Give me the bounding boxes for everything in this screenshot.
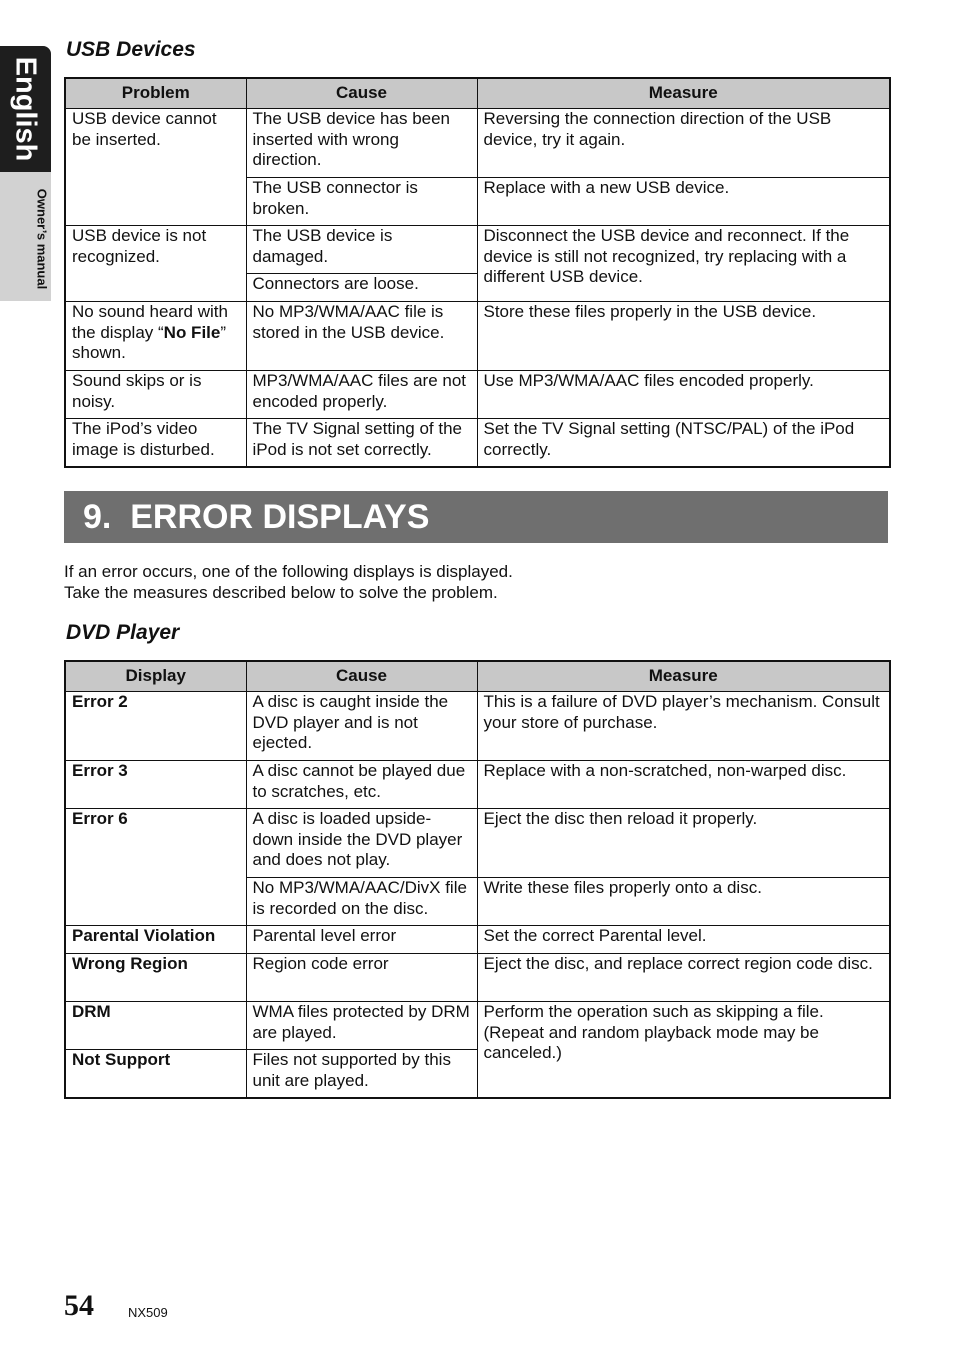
measure-cell: This is a failure of DVD player’s mechanism. Consult your store of purchase. [477,692,890,761]
no-file-label: No File [163,322,221,342]
problem-cell: Sound skips or is noisy. [65,371,246,419]
measure-cell: Reversing the connection direction of the USB device, try it again. [477,109,890,178]
dvd-header-row [65,661,890,692]
display-code: Wrong Region [72,954,188,973]
display-code: DRM [72,1002,111,1021]
cause-cell: Parental level error [246,926,477,954]
measure-cell: Use MP3/WMA/AAC files encoded properly. [477,371,890,419]
section-banner [64,491,888,543]
display-cell [65,692,246,761]
table-row [65,761,890,809]
side-tab-manual-label: Owner’s manual [34,188,50,290]
table-row [65,809,890,878]
measure-cell: Disconnect the USB device and reconnect. If the device is still not recognized, try replacing with a different USB device. [477,226,890,302]
dvd-header-cause: Cause [246,661,477,692]
table-row [65,1002,890,1050]
section-title: 9. ERROR DISPLAYS [83,498,430,536]
table-row [65,226,890,274]
display-cell [65,1050,246,1098]
measure-cell: Eject the disc, and replace correct region code disc. [477,954,890,1002]
intro-line-1: If an error occurs, one of the following displays is displayed. [64,562,513,581]
dvd-header-display: Display [65,661,246,692]
problem-text: ” shown. [72,322,227,362]
measure-cell: Replace with a non-scratched, non-warped disc. [477,761,890,809]
usb-header-cause: Cause [246,78,477,109]
usb-header-row [65,78,890,109]
table-row [65,926,890,954]
problem-cell [65,302,246,371]
table-row [65,692,890,761]
page-number: 54 [64,1289,94,1322]
usb-header-measure: Measure [477,78,890,109]
measure-cell: Write these files properly onto a disc. [477,878,890,926]
cause-cell: The USB device has been inserted with wrong direction. [246,109,477,178]
cause-cell: The USB connector is broken. [246,178,477,226]
display-cell [65,954,246,1002]
display-cell [65,809,246,926]
table-row [65,302,890,371]
table-row [65,371,890,419]
cause-cell: A disc is caught inside the DVD player and is not ejected. [246,692,477,761]
problem-cell: The iPod’s video image is disturbed. [65,419,246,467]
cause-cell: Connectors are loose. [246,274,477,302]
display-code: Error 6 [72,809,128,828]
model-number: NX509 [128,1305,168,1320]
problem-cell: USB device cannot be inserted. [65,109,246,226]
usb-header-problem: Problem [65,78,246,109]
cause-cell: MP3/WMA/AAC files are not encoded properly. [246,371,477,419]
table-row [65,954,890,1002]
cause-cell: A disc is loaded upside-down inside the DVD player and does not play. [246,809,477,878]
problem-cell: USB device is not recognized. [65,226,246,302]
display-code: Error 2 [72,692,128,711]
display-code: Error 3 [72,761,128,780]
cause-cell: No MP3/WMA/AAC file is stored in the USB device. [246,302,477,371]
display-cell [65,926,246,954]
cause-cell: The USB device is damaged. [246,226,477,274]
side-tab-language: English [9,56,42,162]
dvd-heading: DVD Player [66,621,180,644]
intro-line-2: Take the measures described below to solve the problem. [64,583,498,602]
dvd-header-measure: Measure [477,661,890,692]
section-intro [64,561,513,603]
table-row [65,419,890,467]
display-cell [65,1002,246,1050]
cause-cell: The TV Signal setting of the iPod is not set correctly. [246,419,477,467]
usb-table [64,77,891,468]
display-code: Not Support [72,1050,171,1069]
display-code: Parental Violation [72,926,216,945]
measure-cell: Store these files properly in the USB device. [477,302,890,371]
usb-heading: USB Devices [66,38,196,61]
side-tab [0,46,51,301]
dvd-table [64,660,891,1099]
measure-cell: Replace with a new USB device. [477,178,890,226]
cause-cell: A disc cannot be played due to scratches, etc. [246,761,477,809]
display-cell [65,761,246,809]
side-tab-language-block [0,46,51,172]
problem-text: No sound heard with the display “ [72,302,228,342]
table-row [65,109,890,178]
cause-cell: No MP3/WMA/AAC/DivX file is recorded on the disc. [246,878,477,926]
measure-cell: Perform the operation such as skipping a file. (Repeat and random playback mode may be canceled.) [477,1002,890,1098]
cause-cell: Region code error [246,954,477,1002]
cause-cell: WMA files protected by DRM are played. [246,1002,477,1050]
measure-cell: Eject the disc then reload it properly. [477,809,890,878]
cause-cell: Files not supported by this unit are played. [246,1050,477,1098]
measure-cell: Set the TV Signal setting (NTSC/PAL) of the iPod correctly. [477,419,890,467]
measure-cell: Set the correct Parental level. [477,926,890,954]
